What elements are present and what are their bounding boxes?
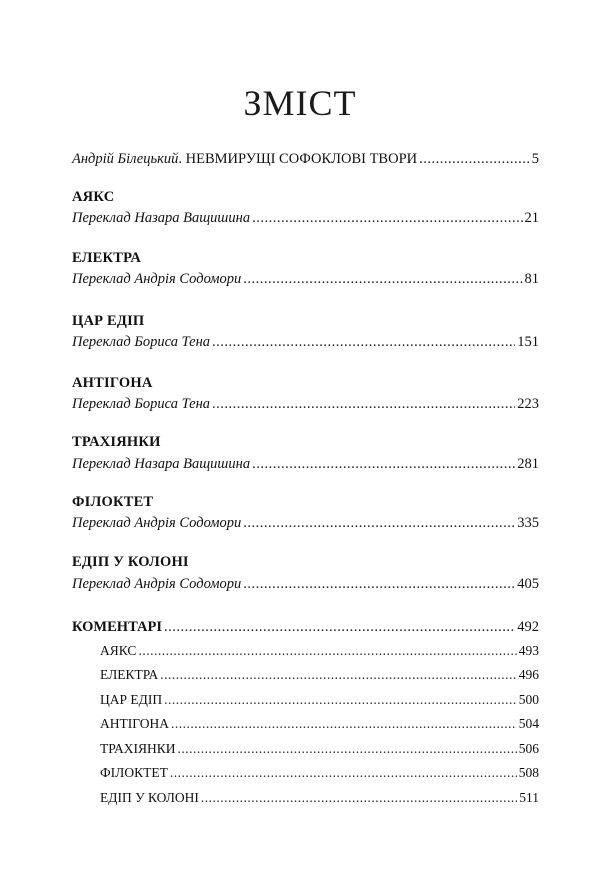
toc-entry-translation[interactable] xyxy=(72,333,539,351)
commentary-item-label: ЕДІП У КОЛОНІ xyxy=(100,790,199,805)
toc-entry-translation[interactable] xyxy=(72,514,539,532)
toc-entry-commentary-item[interactable] xyxy=(100,642,539,660)
page-number: 496 xyxy=(518,667,539,682)
play-heading: ЕДІП У КОЛОНІ xyxy=(72,554,189,570)
translator: Переклад Назара Ващишина xyxy=(72,456,251,472)
translator: Переклад Андрія Содомори xyxy=(72,576,242,592)
commentary-item-label: ФІЛОКТЕТ xyxy=(100,765,168,780)
page-number: 493 xyxy=(518,643,539,658)
play-heading: АЯКС xyxy=(72,189,115,205)
page-title: ЗМІСТ xyxy=(243,83,357,123)
page-number: 506 xyxy=(518,741,539,756)
commentary-item-label: ТРАХІЯНКИ xyxy=(100,741,176,756)
page-number: 504 xyxy=(518,716,539,731)
page-number: 508 xyxy=(518,765,539,780)
page-number: 405 xyxy=(517,576,539,592)
play-heading: ТРАХІЯНКИ xyxy=(72,434,161,450)
intro-author: Андрій Білецький xyxy=(72,151,179,167)
page-number: 492 xyxy=(517,619,539,635)
play-heading: АНТІГОНА xyxy=(72,375,153,391)
leader-dots xyxy=(160,666,516,684)
play-heading: ФІЛОКТЕТ xyxy=(72,494,154,510)
toc-entry-commentary-item[interactable] xyxy=(100,666,539,684)
leader-dots xyxy=(252,209,522,227)
toc-entry-commentary-item[interactable] xyxy=(100,715,539,733)
toc-entry-commentary-item[interactable] xyxy=(100,740,539,758)
toc-entry-commentary[interactable] xyxy=(72,618,539,636)
leader-dots xyxy=(252,455,515,473)
leader-dots xyxy=(201,789,517,807)
leader-dots xyxy=(170,764,517,782)
leader-dots xyxy=(138,642,516,660)
translator: Переклад Бориса Тена xyxy=(72,396,211,412)
page-number: 81 xyxy=(524,271,539,287)
leader-dots xyxy=(419,150,530,168)
page-number: 5 xyxy=(531,151,539,167)
leader-dots xyxy=(164,618,515,636)
page-number: 151 xyxy=(517,334,539,350)
toc-entry-translation[interactable] xyxy=(72,575,539,593)
translator: Переклад Назара Ващишина xyxy=(72,210,251,226)
intro-title: . НЕВМИРУЩІ СОФОКЛОВІ ТВОРИ xyxy=(178,151,418,167)
page-number: 511 xyxy=(519,790,539,805)
toc-entry-translation[interactable] xyxy=(72,455,539,473)
translator: Переклад Бориса Тена xyxy=(72,334,211,350)
page-number: 281 xyxy=(517,456,539,472)
leader-dots xyxy=(243,270,522,288)
translator: Переклад Андрія Содомори xyxy=(72,515,242,531)
page-number: 500 xyxy=(518,692,539,707)
leader-dots xyxy=(243,575,515,593)
toc-entry-intro[interactable] xyxy=(72,150,539,168)
page-number: 223 xyxy=(517,396,539,412)
leader-dots xyxy=(171,715,517,733)
play-heading: ЕЛЕКТРА xyxy=(72,250,142,266)
leader-dots xyxy=(212,395,515,413)
commentary-item-label: ЦАР ЕДІП xyxy=(100,692,163,707)
page-number: 21 xyxy=(524,210,539,226)
toc-entry-translation[interactable] xyxy=(72,395,539,413)
toc-entry-translation[interactable] xyxy=(72,270,539,288)
toc-entry-commentary-item[interactable] xyxy=(100,789,539,807)
toc-entry-commentary-item[interactable] xyxy=(100,691,539,709)
toc-entry-commentary-item[interactable] xyxy=(100,764,539,782)
play-heading: ЦАР ЕДІП xyxy=(72,313,145,329)
commentary-item-label: АНТІГОНА xyxy=(100,716,169,731)
page-number: 335 xyxy=(517,515,539,531)
translator: Переклад Андрія Содомори xyxy=(72,271,242,287)
commentary-item-label: ЕЛЕКТРА xyxy=(100,667,159,682)
commentary-item-label: АЯКС xyxy=(100,643,137,658)
leader-dots xyxy=(164,691,517,709)
leader-dots xyxy=(178,740,517,758)
leader-dots xyxy=(243,514,515,532)
commentary-heading: КОМЕНТАРІ xyxy=(72,619,162,635)
toc-entry-translation[interactable] xyxy=(72,209,539,227)
leader-dots xyxy=(212,333,515,351)
